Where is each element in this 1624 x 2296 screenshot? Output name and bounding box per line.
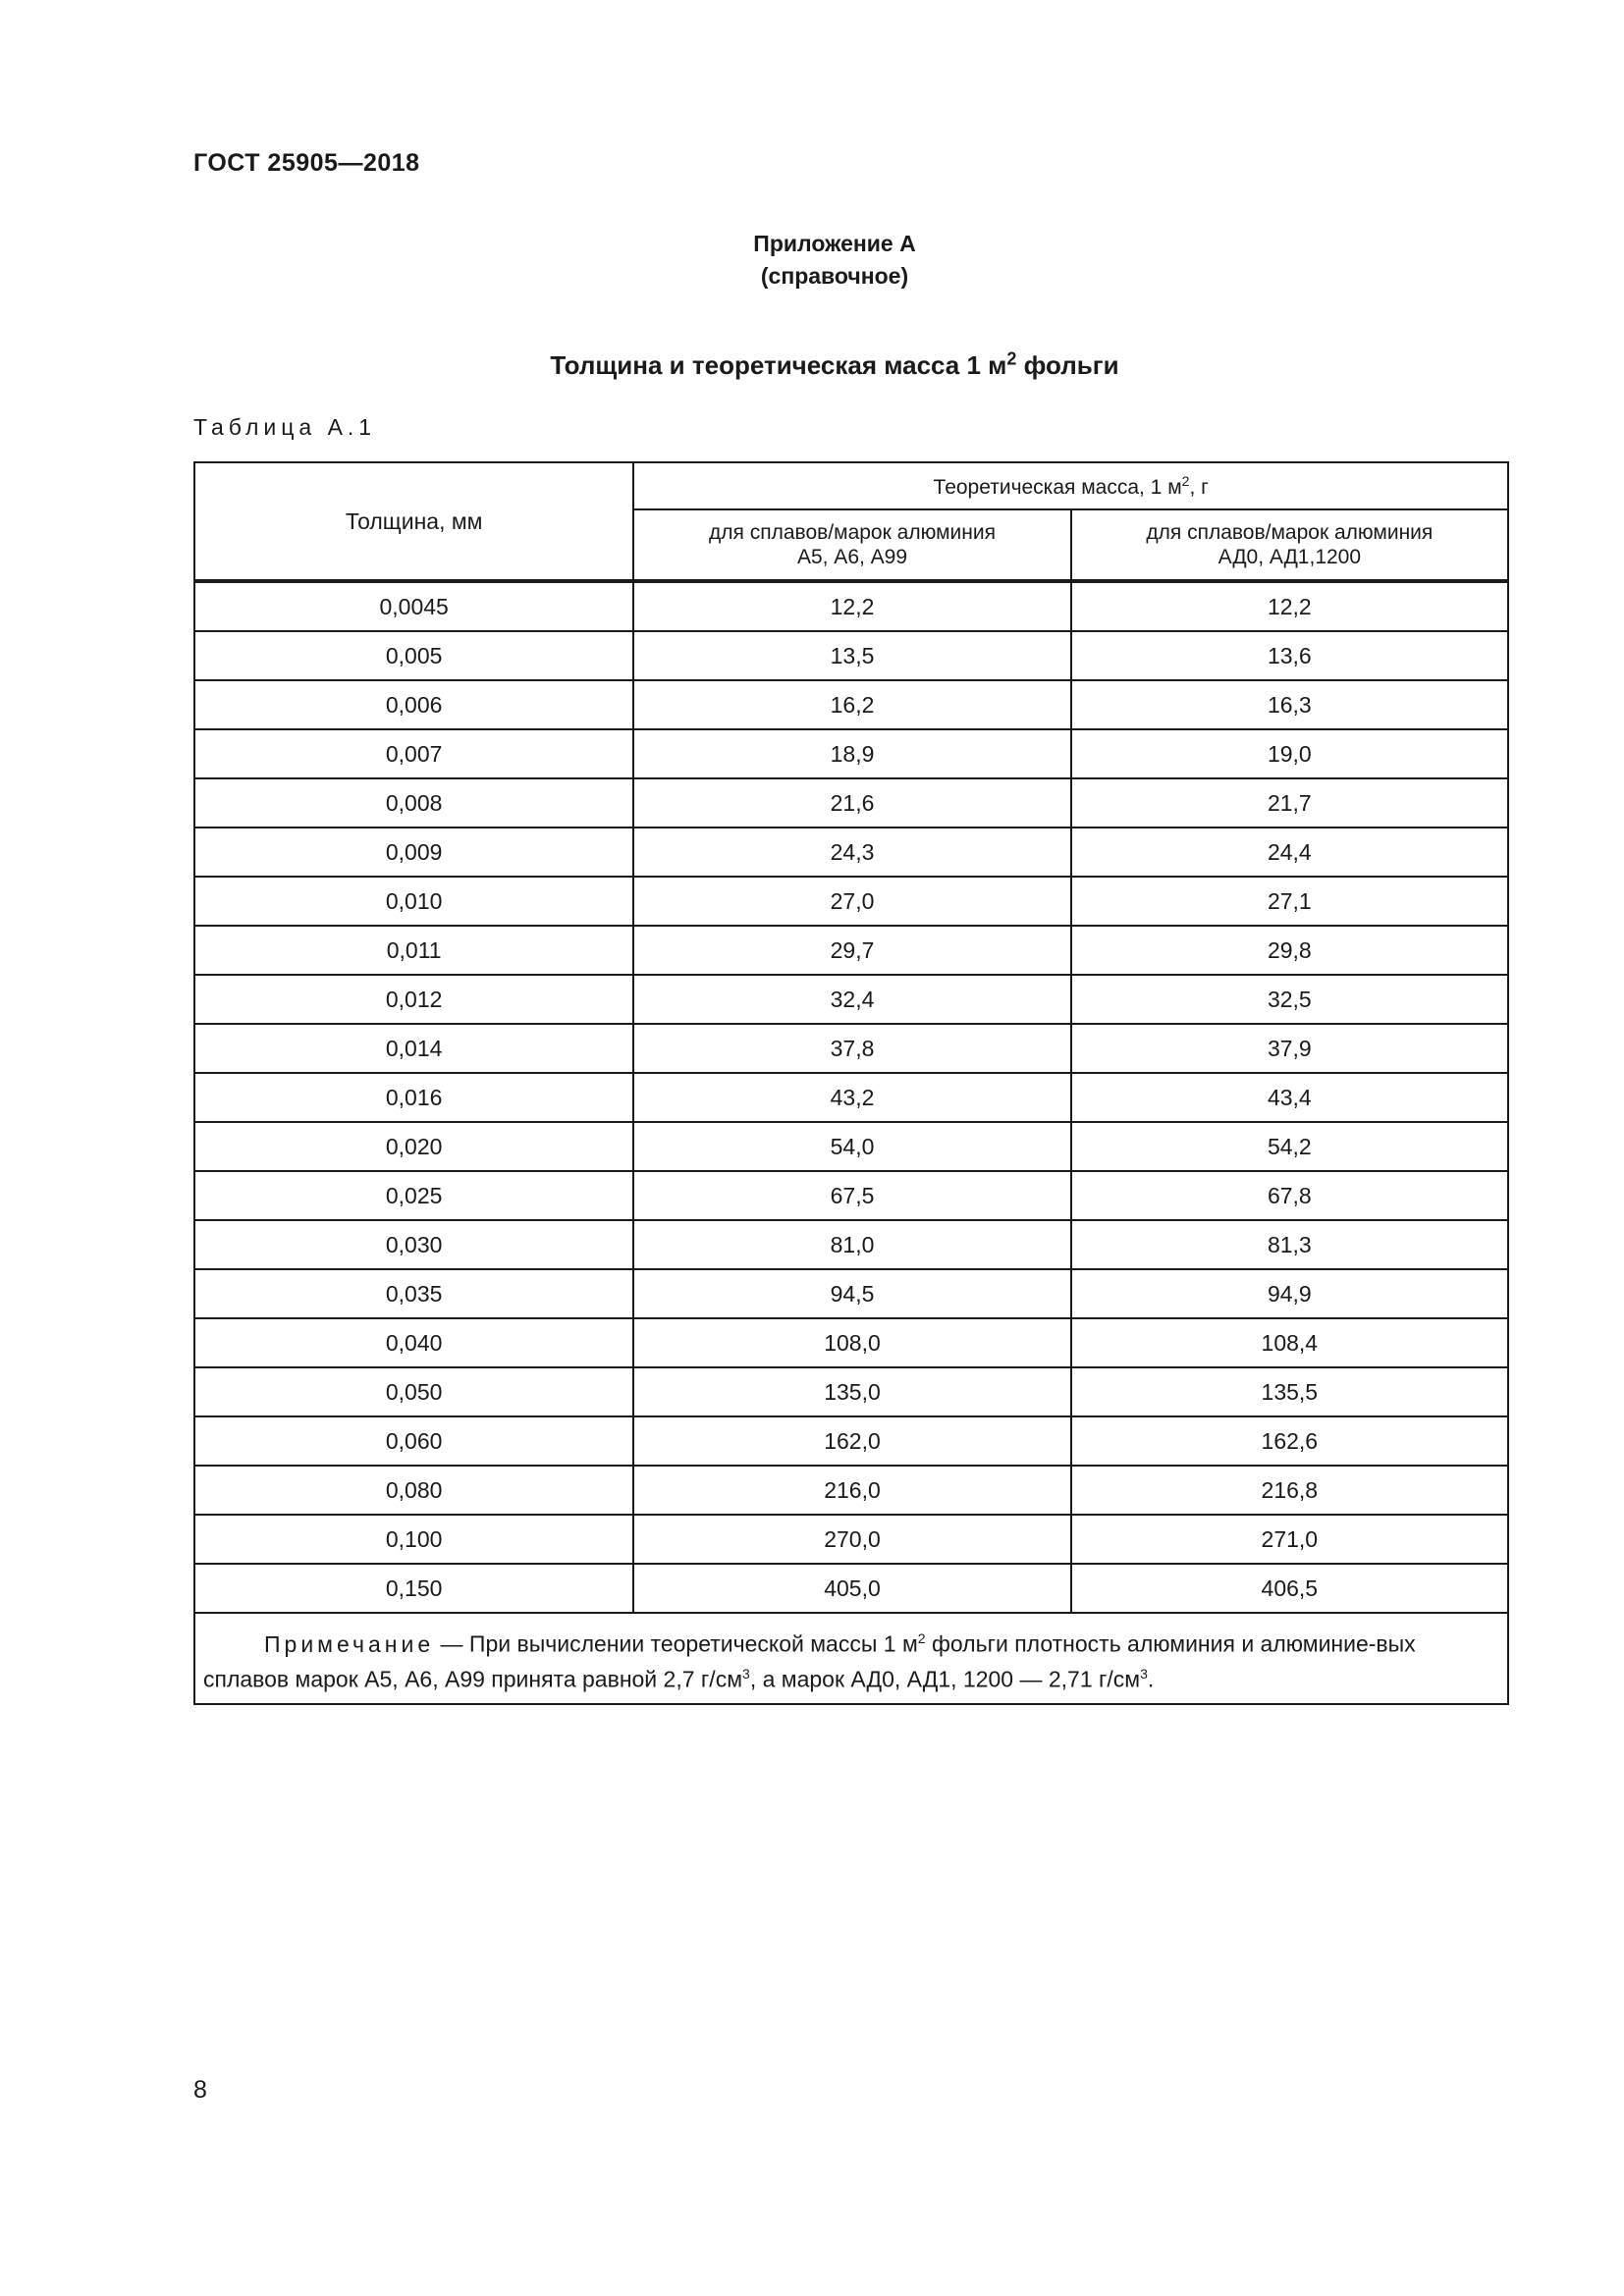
header-thickness: Толщина, мм [194,462,633,581]
table-row [194,1024,1508,1073]
cell-thickness: 0,050 [194,1367,633,1416]
cell-thickness: 0,011 [194,926,633,975]
cell-thickness: 0,006 [194,680,633,729]
cell-mass-a: 16,2 [633,680,1070,729]
header-alloys-b: для сплавов/марок алюминия АД0, АД1,1200 [1071,509,1508,581]
thickness-mass-table [193,461,1509,1705]
cell-mass-b: 162,6 [1071,1416,1508,1466]
document-code: ГОСТ 25905—2018 [193,149,420,177]
cell-mass-b: 271,0 [1071,1515,1508,1564]
table-row [194,631,1508,680]
cell-thickness: 0,016 [194,1073,633,1122]
cell-thickness: 0,060 [194,1416,633,1466]
table-row [194,1564,1508,1613]
table-row [194,1515,1508,1564]
cell-mass-b: 19,0 [1071,729,1508,778]
table-row [194,926,1508,975]
cell-thickness: 0,012 [194,975,633,1024]
cell-mass-a: 94,5 [633,1269,1070,1318]
cell-thickness: 0,030 [194,1220,633,1269]
table-row [194,778,1508,828]
cell-mass-b: 27,1 [1071,877,1508,926]
table-row [194,1220,1508,1269]
cell-mass-b: 16,3 [1071,680,1508,729]
cell-mass-a: 270,0 [633,1515,1070,1564]
cell-mass-b: 12,2 [1071,581,1508,631]
cell-thickness: 0,005 [194,631,633,680]
cell-thickness: 0,035 [194,1269,633,1318]
cell-thickness: 0,040 [194,1318,633,1367]
cell-mass-a: 12,2 [633,581,1070,631]
cell-mass-b: 67,8 [1071,1171,1508,1220]
table-row [194,581,1508,631]
annex-heading [0,228,1624,293]
cell-mass-a: 216,0 [633,1466,1070,1515]
header-alloys-a: для сплавов/марок алюминия А5, А6, А99 [633,509,1070,581]
cell-mass-b: 37,9 [1071,1024,1508,1073]
cell-mass-a: 13,5 [633,631,1070,680]
cell-mass-b: 29,8 [1071,926,1508,975]
cell-thickness: 0,0045 [194,581,633,631]
cell-thickness: 0,080 [194,1466,633,1515]
annex-title: Приложение А [753,231,916,256]
table-row [194,828,1508,877]
cell-thickness: 0,014 [194,1024,633,1073]
cell-thickness: 0,007 [194,729,633,778]
cell-thickness: 0,025 [194,1171,633,1220]
cell-thickness: 0,020 [194,1122,633,1171]
table-row [194,1466,1508,1515]
table-row [194,1416,1508,1466]
cell-mass-a: 67,5 [633,1171,1070,1220]
cell-mass-b: 24,4 [1071,828,1508,877]
cell-mass-a: 43,2 [633,1073,1070,1122]
cell-mass-b: 43,4 [1071,1073,1508,1122]
cell-mass-a: 54,0 [633,1122,1070,1171]
cell-mass-b: 135,5 [1071,1367,1508,1416]
table-row [194,1171,1508,1220]
cell-thickness: 0,150 [194,1564,633,1613]
annex-subtitle: (справочное) [760,263,909,289]
cell-mass-b: 81,3 [1071,1220,1508,1269]
cell-mass-b: 13,6 [1071,631,1508,680]
cell-mass-a: 135,0 [633,1367,1070,1416]
cell-mass-a: 405,0 [633,1564,1070,1613]
cell-mass-a: 18,9 [633,729,1070,778]
cell-thickness: 0,009 [194,828,633,877]
cell-mass-b: 21,7 [1071,778,1508,828]
table-row [194,1122,1508,1171]
cell-thickness: 0,008 [194,778,633,828]
cell-mass-a: 21,6 [633,778,1070,828]
cell-mass-a: 32,4 [633,975,1070,1024]
cell-thickness: 0,010 [194,877,633,926]
cell-mass-b: 406,5 [1071,1564,1508,1613]
table-row [194,1269,1508,1318]
table-row [194,1073,1508,1122]
cell-mass-a: 162,0 [633,1416,1070,1466]
header-theoretical-mass: Теоретическая масса, 1 $м^2$, г [633,462,1508,509]
table-row [194,975,1508,1024]
table-row [194,680,1508,729]
table-row [194,877,1508,926]
cell-mass-a: 108,0 [633,1318,1070,1367]
cell-mass-a: 24,3 [633,828,1070,877]
cell-mass-b: 94,9 [1071,1269,1508,1318]
table-label: Таблица А.1 [193,414,377,440]
cell-mass-a: 37,8 [633,1024,1070,1073]
cell-mass-b: 216,8 [1071,1466,1508,1515]
cell-mass-b: 54,2 [1071,1122,1508,1171]
cell-mass-a: 27,0 [633,877,1070,926]
cell-thickness: 0,100 [194,1515,633,1564]
table-note: Примечание — При вычислении теоретической массы 1 $м^2$ фольги плотность алюминия и алюминие-вых сплавов марок А5, А6, А99 принята равной 2,7 $г/см^3$, а марок АД0, АД1, 1200 — 2,71 $г/см^3$. [194,1613,1508,1704]
cell-mass-b: 32,5 [1071,975,1508,1024]
cell-mass-b: 108,4 [1071,1318,1508,1367]
table-row [194,1318,1508,1367]
table-row [194,729,1508,778]
section-title: Толщина и теоретическая масса 1 $м^2$ фольги [550,348,1119,380]
cell-mass-a: 29,7 [633,926,1070,975]
page-number: 8 [193,2076,207,2104]
cell-mass-a: 81,0 [633,1220,1070,1269]
table-row [194,1367,1508,1416]
